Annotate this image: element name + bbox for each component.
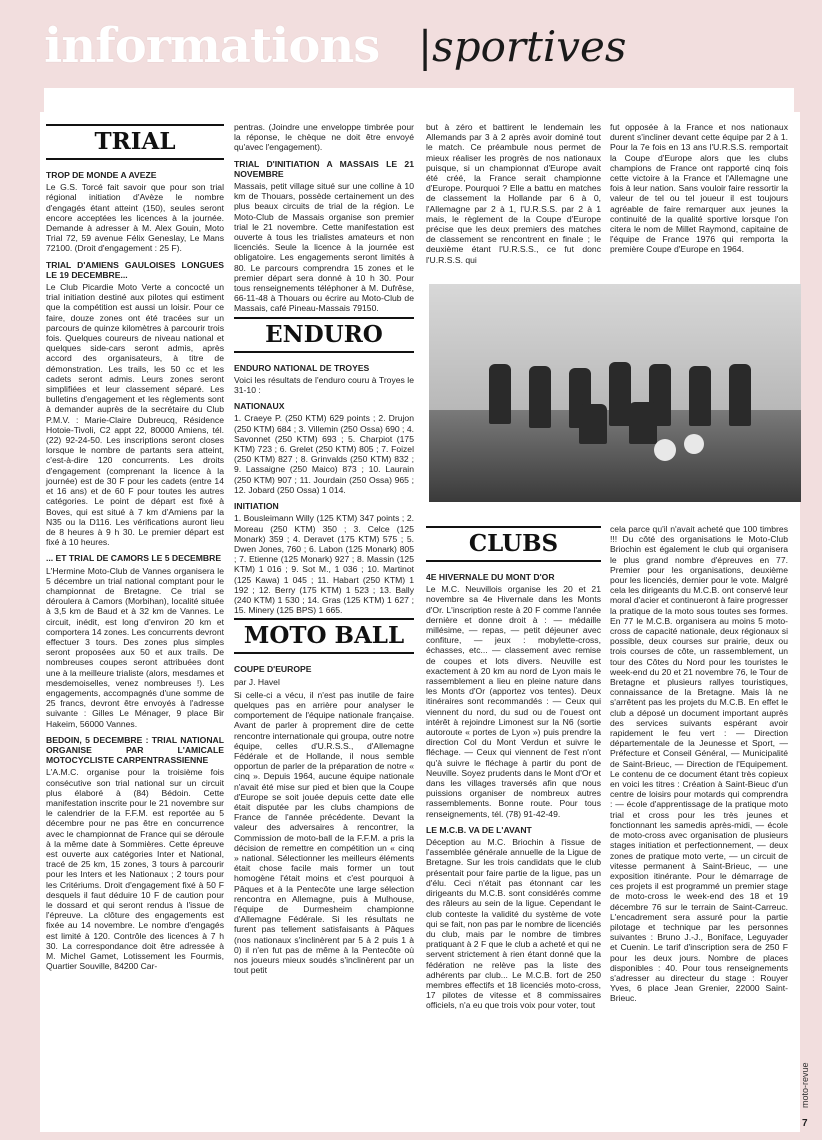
player-figure xyxy=(609,362,631,426)
article-body: L'A.M.C. organise pour la troisième fois consécutive son trial national sur un circuit plus élaboré à (84) Bédoin. Cette manifestation inscrite pour le 21 novembre sur le calendrier de la F.F.M. est reportée au 5 décembre pour ne pas être en concurrence avec le championnat de France qui se déroule à la même date à Sommières. Cette épreuve est ouverte aux catégories Inter et National, tracé de 25 km, 15 zones, 3 tours à parcourir pour les Inters et les Nationaux ; 2 tours pour les Critériums. Droit d'engagement fixé à 50 F desquels il faut déduire 10 F de caution pour le dossard et qui seront rendus à l'issue de l'épreuve. La clôture des engagements est fixée au 14 novembre. Le nombre d'engagés est limité à 120. Contrôle des licences à 7 h 30. La correspondance doit être adressée à M. Michel Gamet, Lotissement les Fourmis, Quartier Souville, 84200 Car- xyxy=(46,767,224,972)
masthead-title: informations xyxy=(44,18,380,74)
article-body: Le Club Picardie Moto Verte a concocté un trial initiation destiné aux pilotes qui estiment que la compétition est aussi un loisir. Pour ce faire, douze zones ont été tracées sur un parcours de quinze kilomètres à parcourir trois fois. Quelques coureurs de niveau national et quelques side-cars seront admis, après accord des organisateurs, à titre de démonstration. Les trails, les 50 cc et les cadets seront admis. Leurs zones seront simplifiées et leur classement séparé. Les bulletins d'engagement et les règlements sont à demander auprès de la secrétaire du Club P.M.V. : Marie-Claire Dubreucq, Résidence Hotoie-Tivoli, C2 appt 22, 80000 Amiens, tél. (22) 92-24-50. Les inscriptions seront closes lorsque le nombre de partants sera atteint, c'est-à-dire 120 concurrents. Les droits d'engagement (comprenant la licence à la journée) est de 30 F pour les cadets (entre 14 et 16 ans) et de 60 F pour toutes les autres catégories. Le point de départ est fixé à Boves, qui est situé à 7 km d'Amiens par la N35 ou la D116. Les vérifications auront lieu de 8 heures à 9 h 30. Le premier départ est fixé à 10 heures. xyxy=(46,282,224,548)
article-title: TROP DE MONDE A AVEZE xyxy=(46,170,157,180)
player-figure xyxy=(689,366,711,426)
article-body: Si celle-ci a vécu, il n'est pas inutile de faire quelques pas en arrière pour analyser le comportement de l'équipe nationale française. Avant de parler à proprement dire de cette rencontre internationale qui groupa, outre notre équipe, celles d'U.R.S.S., d'Allemagne Fédérale et de Hollande, il nous semble opportun de parler de la préparation de notre « cinq ». Depuis 1964, aucune équipe nationale n'avait été mise sur pied et bien que la Coupe d'Europe se soit jouée depuis cette date elle était disputée par les clubs champions de France de l'année précédente. Devant la valeur des adversaires à rencontrer, la Commission de moto-ball de la F.F.M. a pris la décision de remettre en compétition un « cinq » national. Sélectionner les meilleurs éléments était chose facile mais former un tout homogène l'était moins et c'est pourquoi à Pâques et à la Pentecôte une large sélection rencontra en Allemagne, puis à Mulhouse, l'équipe de Durmesheim championne d'Allemagne Fédérale. Si les résultats ne furent pas tellement satisfaisants à Pâques (nos nationaux s'inclinèrent par 5 à 2 puis 1 à 0) il n'en fut pas de même à la Pentecôte où nos joueurs mieux soudés s'inclinèrent par un tout petit xyxy=(234,689,414,976)
article-title: ENDURO NATIONAL DE TROYES xyxy=(234,362,370,373)
article-body: Voici les résultats de l'enduro couru à Troyes le 31-10 : xyxy=(234,374,414,396)
section-heading-moto-ball: MOTO BALL xyxy=(234,618,414,654)
player-figure xyxy=(579,404,607,444)
player-figure xyxy=(529,366,551,428)
article-title: NATIONAUX xyxy=(234,401,285,412)
page-body xyxy=(40,112,800,1132)
article-title: BEDOIN, 5 DECEMBRE : TRIAL NATIONAL ORGANISE PAR L'AMICALE MOTOCYCLISTE CARPENTRASSIENNE xyxy=(46,734,224,766)
article-body: L'Hermine Moto-Club de Vannes organisera le 5 décembre un trial national comptant pour le championnat de Bretagne. Ce trial se déroulera à Camors (Morbihan), localité située à 3,5 km de Baud et à 32 km de Vannes. Le circuit, inédit, est long d'environ 20 km et comportera 14 zones. Les concurrents devront effectuer 3 tours. Des zones plus simples seront proposées aux 50 et aux trails. De nombreuses coupes seront attribuées dont une à la meilleure trialiste (alors, mesdames et mesdemoiselles, venez nombreuses !). Les engagements, accompagnés d'une somme de 25 francs, devront être envoyés à l'adresse suivante : Gilles Le Ménager, 9 place Bir Hakeim, 56000 Vannes. xyxy=(46,565,224,729)
section-heading-clubs: CLUBS xyxy=(426,526,601,562)
article-body: fut opposée à la France et nos nationaux durent s'incliner devant cette équipe par 2 à 1. Pour la 7e fois en 13 ans l'U.R.S.S. remportait la Coupe d'Europe alors que les clubs champions de France ont rapporté cinq fois cette victoire à la France et l'Allemagne une fois à leur nation. Sans vouloir faire ressortir la valeur de tel ou tel joueur il est toujours agréable de faire remarquer aux jeunes la continuité de la qualité sportive lorsque l'on citera le nom de Millet Raymond, capitaine de l'équipe de France 1976 qui remporta la première Coupe d'Europe en 1964. xyxy=(610,122,788,255)
section-heading-trial: TRIAL xyxy=(46,124,224,160)
column-4-lower xyxy=(610,524,788,1007)
article-author: par J. Havel xyxy=(234,676,280,687)
article-title: TRIAL D'AMIENS GAULOISES LONGUES LE 19 DECEMBRE... xyxy=(46,259,224,280)
article-title: LE M.C.B. VA DE L'AVANT xyxy=(426,824,532,835)
player-figure xyxy=(489,364,511,424)
page-number: 7 xyxy=(802,1118,808,1129)
masthead-bar xyxy=(44,88,794,114)
section-heading-enduro: ENDURO xyxy=(234,317,414,353)
article-title: 4E HIVERNALE DU MONT D'OR xyxy=(426,572,555,582)
article-title: ... ET TRIAL DE CAMORS LE 5 DECEMBRE xyxy=(46,553,222,564)
article-body: Le M.C. Neuvillois organise les 20 et 21 novembre sa 4e Hivernale dans les Monts d'Or. L'inscription reste à 20 F comme l'année dernière et donne droit à : — médaille millésime, — repas, — petit déjeuner avec confiture, — jeux : mobylette-cross, échasses, etc... — classement avec remise de coupes et lots divers. Neuville est exactement à 20 km au nord de Lyon mais le rassemblement a lieu en pleine nature dans les Monts d'Or (apportez vos tentes). Deux itinéraires sont recommandés : — Ceux qui viennent du nord, du sud ou de l'ouest ont intérêt à rejoindre Limonest sur la N6 (sortie autoroute « portes de Lyon ») puis prendre la direction Col du Mont Verdun et suivre le fléchage. — Ceux qui viennent de l'est n'ont qu'à suivre le fléchage à partir du pont de Neuville. Soyez prudents dans le Mont d'Or et dans les villages traversés afin que nous puissions organiser de nombreux autres rassemblements. Bonne route. Pour tous renseignements, tél. (78) 91-42-49. xyxy=(426,584,601,819)
results-list: 1. Craeye P. (250 KTM) 629 points ; 2. Drujon (250 KTM) 684 ; 3. Villemin (250 Ossa) 690 ; 4. Savonnet (250 KTM) 693 ; 5. Charpiot (175 KTM) 723 ; 6. Grelet (250 KTM) 805 ; 7. Foizel (250 KTM) 827 ; 8. Grinvalds (250 KTM) 832 ; 9. Lassaigne (250 Maico) 873 ; 10. Laurain (250 KTM) 907 ; 11. Jourdain (250 Ossa) 965 ; 12. Jobard (250 Ossa) 1 014. xyxy=(234,413,414,495)
article-body: but à zéro et battirent le lendemain les Allemands par 3 à 2 après avoir dominé tout le match. Ce préambule nous permet de mieux réaliser les progrès de nos nationaux puisque, si un championnat d'Europe avait été créé, la France serait championne d'Europe. Pourquoi ? Elle a battu en matches de classement la Hollande par 6 à 0, l'Allemagne par 2 à 1, l'U.R.S.S. par 2 à 1 mais, le règlement de la Coupe d'Europe précise que les deux premiers des matches de classement se rencontrent en finale ; le deuxième étant l'U.R.S.S., ce fut donc l'U.R.S.S. qui xyxy=(426,122,601,265)
article-title: COUPE D'EUROPE xyxy=(234,664,312,675)
article-title: INITIATION xyxy=(234,501,279,512)
column-4 xyxy=(610,122,788,258)
moto-ball xyxy=(654,439,676,461)
masthead-subtitle: |sportives xyxy=(418,22,627,71)
article-body: pentras. (Joindre une enveloppe timbrée pour la réponse, le chèque ne doit être envoyé qu'avec l'engagement). xyxy=(234,122,414,153)
player-figure xyxy=(729,364,751,426)
article-body: cela parce qu'il n'avait acheté que 100 timbres !!! Du côté des organisations le Moto-Club Briochin est également le club qui organisera le plus grand nombre d'épreuves en 77. Premier pour les organisations, deuxième pour les licenciés, dernier pour le vote. Malgré cela les dirigeants du M.C.B. ont conservé leur moral d'acier et continueront à faire progresser la pratique de la moto sous toutes ses formes. En 77 le M.C.B. organisera au moins 5 moto-cross de capacité nationale, deux régionaux si possible, deux courses sur prairie, deux ou trois courses de côte, un rassemblement, un tour des Côtes du Nord pour les touristes le week-end du 20 et 21 novembre 76, le Tour de Bretagne et plusieurs rallyes touristiques, connaissance de la Bretagne. Mais là ne s'arrêtent pas les projets du M.C.B. En effet le club a déposé un document important auprès des services suivants espérant avoir rapidement le feu vert : — Direction départementale de la Jeunesse et Sport, — Préfecture et Conseil Général, — Municipalité de Saint-Brieuc, — Direction de l'Equipement. Le contenu de ce document étant très copieux en voici les titres : Création à Saint-Bieuc d'un centre de loisirs pour motards qui comprendra : — école d'apprentissage de la pratique moto trial et cross pour les très jeunes et fonctionnant les samedis après-midi, — école de moto-cross avec organisation de plusieurs stages initiation et perfectionnement, — deux zones de pratique moto verte, — un circuit de vitesse permanent à Saint-Brieuc, — une exposition itinérante. Pour le démarrage de ces projets il est programmé un premier stage de moto-cross le week-end des 18 et 19 décembre 76 sur le terrain de Saint-Carreuc. L'encadrement sera assuré pour la partie pilotage et technique par les personnes suivantes : Bruno J.-J., Boniface, Leguyader et Cuenin. Le tarif d'inscription sera de 250 F pour les deux jours. Nombre de places disponibles : 40. Pour tous renseignements s'adresser au directeur du stage : Rouyer Yves, 6 place Jean Grenier, 22000 Saint-Brieuc. xyxy=(610,524,788,1004)
moto-ball xyxy=(684,434,704,454)
article-body: Massais, petit village situé sur une colline à 10 km de Thouars, possède certainement un des plus beaux circuits de trial de la région. Le Moto-Club de Massais organise son premier trial le 21 novembre. Cette manifestation est ouverte à tous les trialistes amateurs et non licenciés. Seule la licence à la journée est obligatoire. Les engagements seront limités à 80. Le parcours comprendra 15 zones et le premier départ sera donné à 10 h 30. Pour tous renseignements téléphoner à M. Dufrêse, 66-11-48 à Thouars ou écrire au Moto-Club de Massais, café Pineau-Massais 79150. xyxy=(234,181,414,314)
masthead xyxy=(28,14,800,114)
magazine-name: moto-revue xyxy=(800,1062,810,1108)
column-2 xyxy=(234,122,414,978)
column-3-lower xyxy=(426,524,601,1014)
article-body: Déception au M.C. Briochin à l'issue de l'assemblée générale annuelle de la Ligue de Bretagne. Sur les trois candidats que le club présentait pour faire partie de la ligue, pas un d'élu. Ceci n'était pas étonnant car les dirigeants du M.C.B. sont considérés comme des râleurs au sein de la ligue. Cependant le club conteste la validité du système de vote qui se fait, non pas par le nombre de licenciés du club, mais par le nombre de timbres pratiquant à 2 F que le club a acheté et qui ne servent strictement à rien étant donné que la fédération ne relève pas la liste des adhérents par club... Le M.C.B. fort de 250 membres effectifs et 18 licenciés moto-cross, 17 pilotes de vitesse et 8 commissaires officiels, n'a eu que trois voix pour voter, tout xyxy=(426,837,601,1011)
column-3 xyxy=(426,122,601,268)
article-body: Le G.S. Torcé fait savoir que pour son trial régional initiation d'Avèze le nombre d'engagés étant atteint (150), seules seront encore acceptées les licences à la journée. Demande à adresser à M. Alex Gouin, Moto Trial 72, 59 avenue Félix Geneslay, Le Mans 72100. (Droit d'engagement : 25 F). xyxy=(46,182,224,254)
results-list: 1. Bousleimann Willy (125 KTM) 347 points ; 2. Moreau (250 KTM) 350 ; 3. Celce (125 Monark) 359 ; 4. Deravet (175 KTM) 575 ; 5. Dwen Jones, 760 ; 6. Labon (125 Monark) 805 ; 7. Etienne (125 Monark) 927 ; 8. Massin (125 KTM) 1 016 ; 9. Sot M., 1 036 ; 10. Martinot (125 Kawa) 1 045 ; 11. Habart (250 KTM) 1 192 ; 12. Berry (175 KTM) 1 523 ; 13. Bally (240 KTM) 1 530 ; 14. Gras (125 KTM) 1 627 ; 15. Minery (125 BPS) 1 665. xyxy=(234,513,414,616)
column-1 xyxy=(46,122,224,974)
player-figure xyxy=(629,402,657,444)
team-photo xyxy=(429,284,801,502)
article-title: TRIAL D'INITIATION A MASSAIS LE 21 NOVEMBRE xyxy=(234,158,414,179)
